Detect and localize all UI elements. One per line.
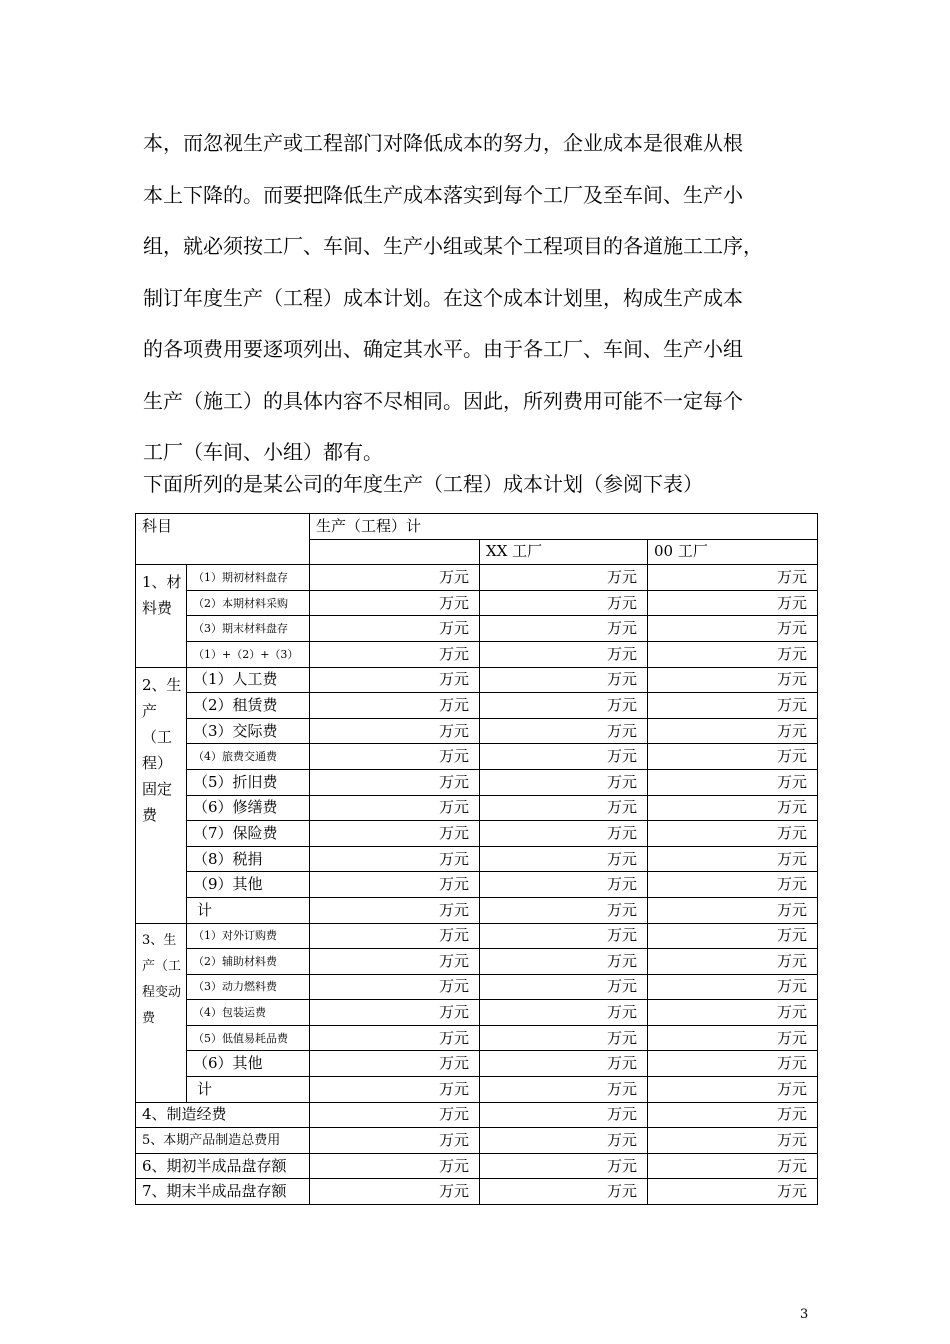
amount-cell: 万元 xyxy=(310,616,480,642)
paragraph-line: 本上下降的。而要把降低生产成本落实到每个工厂及至车间、生产小 xyxy=(143,182,743,207)
amount-cell: 万元 xyxy=(480,1153,648,1179)
amount-cell: 万元 xyxy=(480,897,648,923)
table-row xyxy=(136,1051,818,1077)
table-row xyxy=(136,641,818,667)
amount-cell: 万元 xyxy=(648,744,818,770)
amount-cell: 万元 xyxy=(310,795,480,821)
amount-cell: 万元 xyxy=(648,821,818,847)
amount-cell: 万元 xyxy=(310,897,480,923)
amount-cell: 万元 xyxy=(648,667,818,693)
table-row xyxy=(136,974,818,1000)
table-row xyxy=(136,1153,818,1179)
row-label: （1）对外订购费 xyxy=(187,923,310,949)
amount-cell: 万元 xyxy=(648,1128,818,1154)
amount-cell: 万元 xyxy=(648,718,818,744)
amount-cell: 万元 xyxy=(310,1153,480,1179)
amount-cell: 万元 xyxy=(310,872,480,898)
row-label: 7、期末半成品盘存额 xyxy=(136,1179,310,1205)
row-label: （4）旅费交通费 xyxy=(187,744,310,770)
amount-cell: 万元 xyxy=(480,565,648,591)
amount-cell: 万元 xyxy=(648,1102,818,1128)
amount-cell: 万元 xyxy=(480,1051,648,1077)
amount-cell: 万元 xyxy=(310,744,480,770)
amount-cell: 万元 xyxy=(648,1153,818,1179)
amount-cell: 万元 xyxy=(310,565,480,591)
amount-cell: 万元 xyxy=(480,1000,648,1026)
body-paragraph xyxy=(143,118,811,479)
table-header-row xyxy=(136,514,818,540)
amount-cell: 万元 xyxy=(310,590,480,616)
row-label: 6、期初半成品盘存额 xyxy=(136,1153,310,1179)
table-row xyxy=(136,769,818,795)
amount-cell: 万元 xyxy=(310,1102,480,1128)
row-label: 4、制造经费 xyxy=(136,1102,310,1128)
row-label: （3）期末材料盘存 xyxy=(187,616,310,642)
amount-cell: 万元 xyxy=(648,923,818,949)
amount-cell: 万元 xyxy=(648,795,818,821)
amount-cell: 万元 xyxy=(310,693,480,719)
paragraph-line: 组，就必须按工厂、车间、生产小组或某个工程项目的各道施工工序， xyxy=(143,234,763,258)
amount-cell: 万元 xyxy=(648,897,818,923)
amount-cell: 万元 xyxy=(310,718,480,744)
factory-00-header: 00 工厂 xyxy=(648,539,818,565)
table-row xyxy=(136,821,818,847)
amount-cell: 万元 xyxy=(648,949,818,975)
group-label-variable-costs: 3、生产（工程变动费 xyxy=(136,923,187,1102)
paragraph-line: 的各项费用要逐项列出、确定其水平。由于各工厂、车间、生产小组 xyxy=(143,337,743,361)
table-row xyxy=(136,872,818,898)
cost-plan-table xyxy=(135,513,818,1205)
row-label: （5）低值易耗品费 xyxy=(187,1025,310,1051)
table-row xyxy=(136,693,818,719)
amount-cell: 万元 xyxy=(480,1102,648,1128)
row-label: （2）辅助材料费 xyxy=(187,949,310,975)
table-caption: 下面所列的是某公司的年度生产（工程）成本计划（参阅下表） xyxy=(143,472,703,496)
amount-cell: 万元 xyxy=(480,769,648,795)
paragraph-line: 工厂（车间、小组）都有。 xyxy=(143,440,383,464)
row-label: （9）其他 xyxy=(187,872,310,898)
table-row xyxy=(136,923,818,949)
row-label: （6）其他 xyxy=(187,1051,310,1077)
amount-cell: 万元 xyxy=(480,1025,648,1051)
amount-cell: 万元 xyxy=(648,565,818,591)
amount-cell: 万元 xyxy=(310,846,480,872)
amount-cell: 万元 xyxy=(480,974,648,1000)
amount-cell: 万元 xyxy=(648,1000,818,1026)
amount-cell: 万元 xyxy=(480,1077,648,1103)
amount-cell: 万元 xyxy=(648,1179,818,1205)
amount-cell: 万元 xyxy=(648,616,818,642)
amount-cell: 万元 xyxy=(480,846,648,872)
amount-cell: 万元 xyxy=(310,641,480,667)
paragraph-line: 本，而忽视生产或工程部门对降低成本的努力，企业成本是很难从根 xyxy=(143,131,743,155)
table-row xyxy=(136,590,818,616)
row-label: 5、本期产品制造总费用 xyxy=(136,1128,310,1154)
subject-header: 科目 xyxy=(136,514,310,565)
blank-header-cell xyxy=(310,539,480,565)
amount-cell: 万元 xyxy=(480,718,648,744)
table-row-subtotal xyxy=(136,1077,818,1103)
amount-cell: 万元 xyxy=(310,974,480,1000)
table-row xyxy=(136,846,818,872)
row-label: （2）租赁费 xyxy=(187,693,310,719)
amount-cell: 万元 xyxy=(648,641,818,667)
table-row-subtotal xyxy=(136,897,818,923)
amount-cell: 万元 xyxy=(310,923,480,949)
row-label: （1）期初材料盘存 xyxy=(187,565,310,591)
amount-cell: 万元 xyxy=(480,821,648,847)
table-row xyxy=(136,949,818,975)
paragraph-line: 生产（施工）的具体内容不尽相同。因此，所列费用可能不一定每个 xyxy=(143,388,743,413)
production-total-header: 生产（工程）计 xyxy=(310,514,818,540)
amount-cell: 万元 xyxy=(480,1128,648,1154)
amount-cell: 万元 xyxy=(310,1077,480,1103)
row-label: （8）税捐 xyxy=(187,846,310,872)
row-label: （3）动力燃料费 xyxy=(187,974,310,1000)
amount-cell: 万元 xyxy=(310,769,480,795)
amount-cell: 万元 xyxy=(648,1025,818,1051)
amount-cell: 万元 xyxy=(480,616,648,642)
table-row xyxy=(136,1102,818,1128)
page-number: 3 xyxy=(800,1307,809,1322)
group-label-materials: 1、材料费 xyxy=(136,565,187,667)
row-label: （4）包装运费 xyxy=(187,1000,310,1026)
table-row xyxy=(136,795,818,821)
amount-cell: 万元 xyxy=(480,744,648,770)
amount-cell: 万元 xyxy=(480,949,648,975)
row-label: （2）本期材料采购 xyxy=(187,590,310,616)
table-row xyxy=(136,565,818,591)
amount-cell: 万元 xyxy=(648,846,818,872)
amount-cell: 万元 xyxy=(310,667,480,693)
subtotal-label: 计 xyxy=(187,1077,310,1103)
row-label: （3）交际费 xyxy=(187,718,310,744)
amount-cell: 万元 xyxy=(480,693,648,719)
table-row xyxy=(136,1179,818,1205)
paragraph-line: 制订年度生产（工程）成本计划。在这个成本计划里，构成生产成本 xyxy=(143,285,743,310)
row-label: （7）保险费 xyxy=(187,821,310,847)
row-label-formula: （1）+（2）+（3） xyxy=(187,641,310,667)
amount-cell: 万元 xyxy=(480,667,648,693)
amount-cell: 万元 xyxy=(310,1025,480,1051)
amount-cell: 万元 xyxy=(310,1128,480,1154)
amount-cell: 万元 xyxy=(310,1051,480,1077)
table-row xyxy=(136,744,818,770)
table-row xyxy=(136,1128,818,1154)
amount-cell: 万元 xyxy=(648,693,818,719)
amount-cell: 万元 xyxy=(310,949,480,975)
amount-cell: 万元 xyxy=(648,1051,818,1077)
factory-xx-header: XX 工厂 xyxy=(480,539,648,565)
amount-cell: 万元 xyxy=(648,974,818,1000)
amount-cell: 万元 xyxy=(310,1000,480,1026)
amount-cell: 万元 xyxy=(480,641,648,667)
table-row xyxy=(136,616,818,642)
amount-cell: 万元 xyxy=(480,923,648,949)
amount-cell: 万元 xyxy=(648,872,818,898)
table-row xyxy=(136,718,818,744)
amount-cell: 万元 xyxy=(648,769,818,795)
amount-cell: 万元 xyxy=(480,1179,648,1205)
group-label-fixed-costs: 2、生产（工程）固定费 xyxy=(136,667,187,923)
amount-cell: 万元 xyxy=(480,795,648,821)
amount-cell: 万元 xyxy=(480,872,648,898)
subtotal-label: 计 xyxy=(187,897,310,923)
row-label: （5）折旧费 xyxy=(187,769,310,795)
amount-cell: 万元 xyxy=(310,1179,480,1205)
row-label: （1）人工费 xyxy=(187,667,310,693)
table-row xyxy=(136,1025,818,1051)
row-label: （6）修缮费 xyxy=(187,795,310,821)
table-row xyxy=(136,1000,818,1026)
table-row xyxy=(136,667,818,693)
amount-cell: 万元 xyxy=(480,590,648,616)
amount-cell: 万元 xyxy=(648,590,818,616)
amount-cell: 万元 xyxy=(310,821,480,847)
amount-cell: 万元 xyxy=(648,1077,818,1103)
